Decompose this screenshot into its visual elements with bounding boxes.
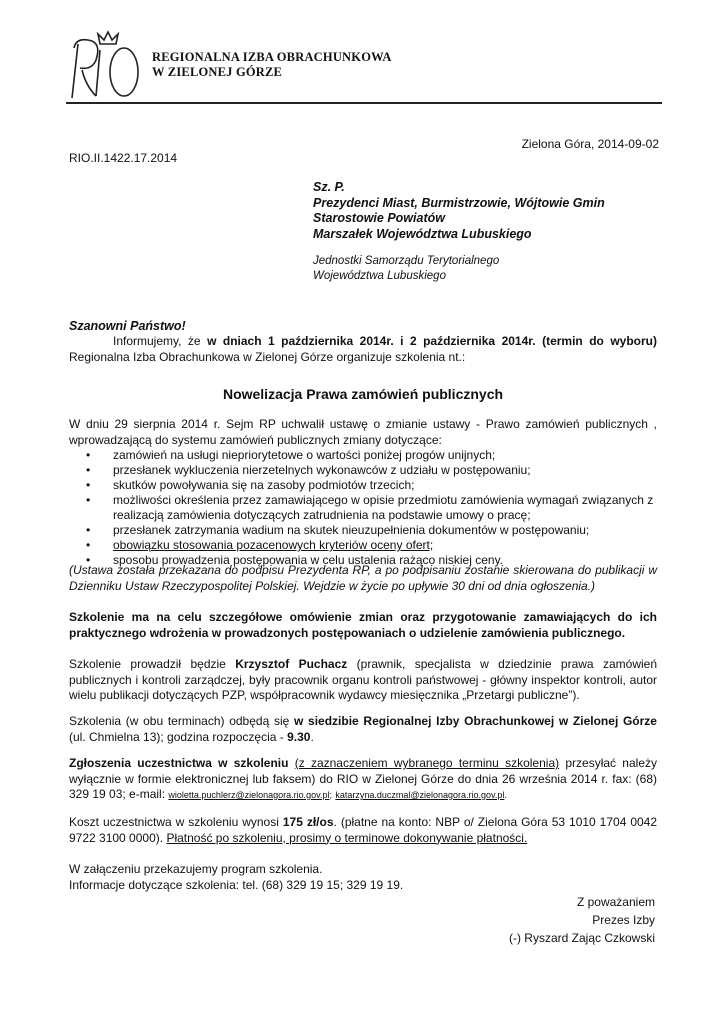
registration-end: . [504, 790, 507, 800]
recipient-line-3: Starostowie Powiatów [313, 211, 445, 225]
cost-paragraph [69, 815, 657, 846]
recipients-sub-block [313, 254, 499, 284]
list-item: • obowiązku stosowania pozacenowych kryteriów oceny ofert; [69, 538, 657, 553]
recipient-line-1: Sz. P. [313, 180, 345, 194]
signature-line-3: (-) Ryszard Zając Czkowski [508, 931, 655, 945]
signature-line-1: Z poważaniem [576, 895, 655, 909]
list-item: • sposobu prowadzenia postępowania w celu ustalenia rażąco niskiej ceny. [69, 553, 657, 568]
training-goal: Szkolenie ma na celu szczegółowe omówienie zmian oraz przygotowanie zamawiających do ich praktycznego wdrożenia w prowadzonych postępowaniach o udzielenie zamówienia publicznego. [69, 610, 657, 640]
registration-a: Zgłoszenia uczestnictwa w szkoleniu [69, 756, 289, 770]
trainer-paragraph [69, 657, 657, 704]
cost-amount: 175 zł/os [282, 815, 334, 829]
venue-paragraph [69, 714, 657, 745]
list-item: • przesłanek zatrzymania wadium na skutek nieuzupełnienia dokumentów w postępowaniu; [69, 523, 657, 538]
intro-dates: w dniach 1 października 2014r. i 2 października 2014r. (termin do wyboru) [207, 334, 657, 348]
signature-block [509, 893, 655, 947]
list-item: • skutków powoływania się na zasoby podmiotów trzecich; [69, 478, 657, 493]
recipient-line-4: Marszałek Województwa Lubuskiego [313, 226, 532, 241]
rio-logo [66, 20, 146, 100]
trainer-name: Krzysztof Puchacz [235, 657, 348, 671]
header-divider [66, 102, 662, 104]
training-title: Nowelizacja Prawa zamówień publicznych [222, 386, 504, 402]
registration-paragraph [69, 756, 657, 804]
closing-line-2: Informacje dotyczące szkolenia: tel. (68) 329 19 15; 329 19 19. [69, 878, 404, 892]
letter-date: Zielona Góra, 2014-09-02 [521, 137, 659, 151]
trainer-b: (prawnik, specjalista w dziedzinie prawa zamówień publicznych i kontroli zarządczej, były pracownik organu kontroli państwowej - główny inspektor kontroli, autor wielu publikacji dotyczących PZP, współpracownik wydawcy miesięcznika „Przetargi publiczne”). [69, 657, 657, 702]
list-item: • możliwości określenia przez zamawiającego w opisie przedmiotu zamówienia wymagań związanych z realizacją zamówienia dotyczących zatrudnienia na podstawie umowy o pracę; [69, 493, 657, 523]
organization-name [152, 50, 392, 80]
trainer-a: Szkolenie prowadził będzie [69, 657, 226, 671]
org-line-1: REGIONALNA IZBA OBRACHUNKOWA [152, 50, 392, 64]
email-separator: ; [329, 790, 332, 800]
venue-time: 9.30 [287, 729, 311, 744]
recipients-block [313, 180, 605, 242]
changes-list [69, 448, 657, 568]
intro-a: Informujemy, że [113, 334, 201, 348]
venue-d: . [310, 729, 314, 744]
registration-b: (z zaznaczeniem wybranego terminu szkolenia) [294, 756, 560, 770]
closing-line-1: W załączeniu przekazujemy program szkolenia. [69, 862, 323, 876]
para-law-change: W dniu 29 sierpnia 2014 r. Sejm RP uchwalił ustawę o zmianie ustawy - Prawo zamówień publicznych , wprowadzającą do systemu zamówień publicznych zmiany dotyczące: [69, 417, 657, 447]
cost-b: . (płatne na konto: NBP o/ Zielona Góra 53 1010 1704 0042 9722 3100 0000). [69, 815, 658, 845]
intro-c: Regionalna Izba Obrachunkowa w Zielonej Górze organizuje szkolenia nt.: [69, 349, 466, 364]
venue-c: (ul. Chmielna 13); godzina rozpoczęcia - [69, 729, 284, 744]
email-link-2[interactable]: katarzyna.duczmal@zielonagora.rio.gov.pl [335, 790, 505, 800]
greeting: Szanowni Państwo! [69, 319, 186, 333]
recipient-sub-1: Jednostki Samorządu Terytorialnego [313, 255, 500, 267]
org-line-2: W ZIELONEJ GÓRZE [152, 65, 283, 79]
list-item: • zamówień na usługi niepriorytetowe o wartości poniżej progów unijnych; [69, 448, 657, 463]
cost-c: Płatność po szkoleniu, prosimy o terminowe dokonywanie płatności. [166, 830, 528, 845]
venue-a: Szkolenia (w obu terminach) odbędą się [69, 714, 290, 728]
legislative-note: (Ustawa została przekazana do podpisu Prezydenta RP, a po podpisaniu zostanie skierowana do publikacji w Dzienniku Ustaw Rzeczypospolitej Polskiej. Wejdzie w życie po upływie 30 dni od dnia ogłoszenia.) [69, 563, 657, 593]
reference-number: RIO.II.1422.17.2014 [69, 151, 178, 165]
list-item: • przesłanek wykluczenia nierzetelnych wykonawców z udziału w postępowaniu; [69, 463, 657, 478]
recipient-line-2: Prezydenci Miast, Burmistrzowie, Wójtowie Gmin [313, 195, 605, 210]
registration-c: przesyłać należy wyłącznie w formie elektronicznej lub faksem) do RIO w Zielonej Górze do dnia 26 września 2014 r. fax: (68) 329 19 03; e-mail: [69, 756, 657, 801]
intro-paragraph [69, 334, 657, 365]
recipient-sub-2: Województwa Lubuskiego [313, 270, 446, 282]
venue-b: w siedzibie Regionalnej Izby Obrachunkowej w Zielonej Górze [294, 714, 657, 728]
signature-line-2: Prezes Izby [592, 913, 655, 927]
cost-a: Koszt uczestnictwa w szkoleniu wynosi [69, 815, 279, 829]
email-link-1[interactable]: wioletta.puchlerz@zielonagora.rio.gov.pl [168, 790, 330, 800]
